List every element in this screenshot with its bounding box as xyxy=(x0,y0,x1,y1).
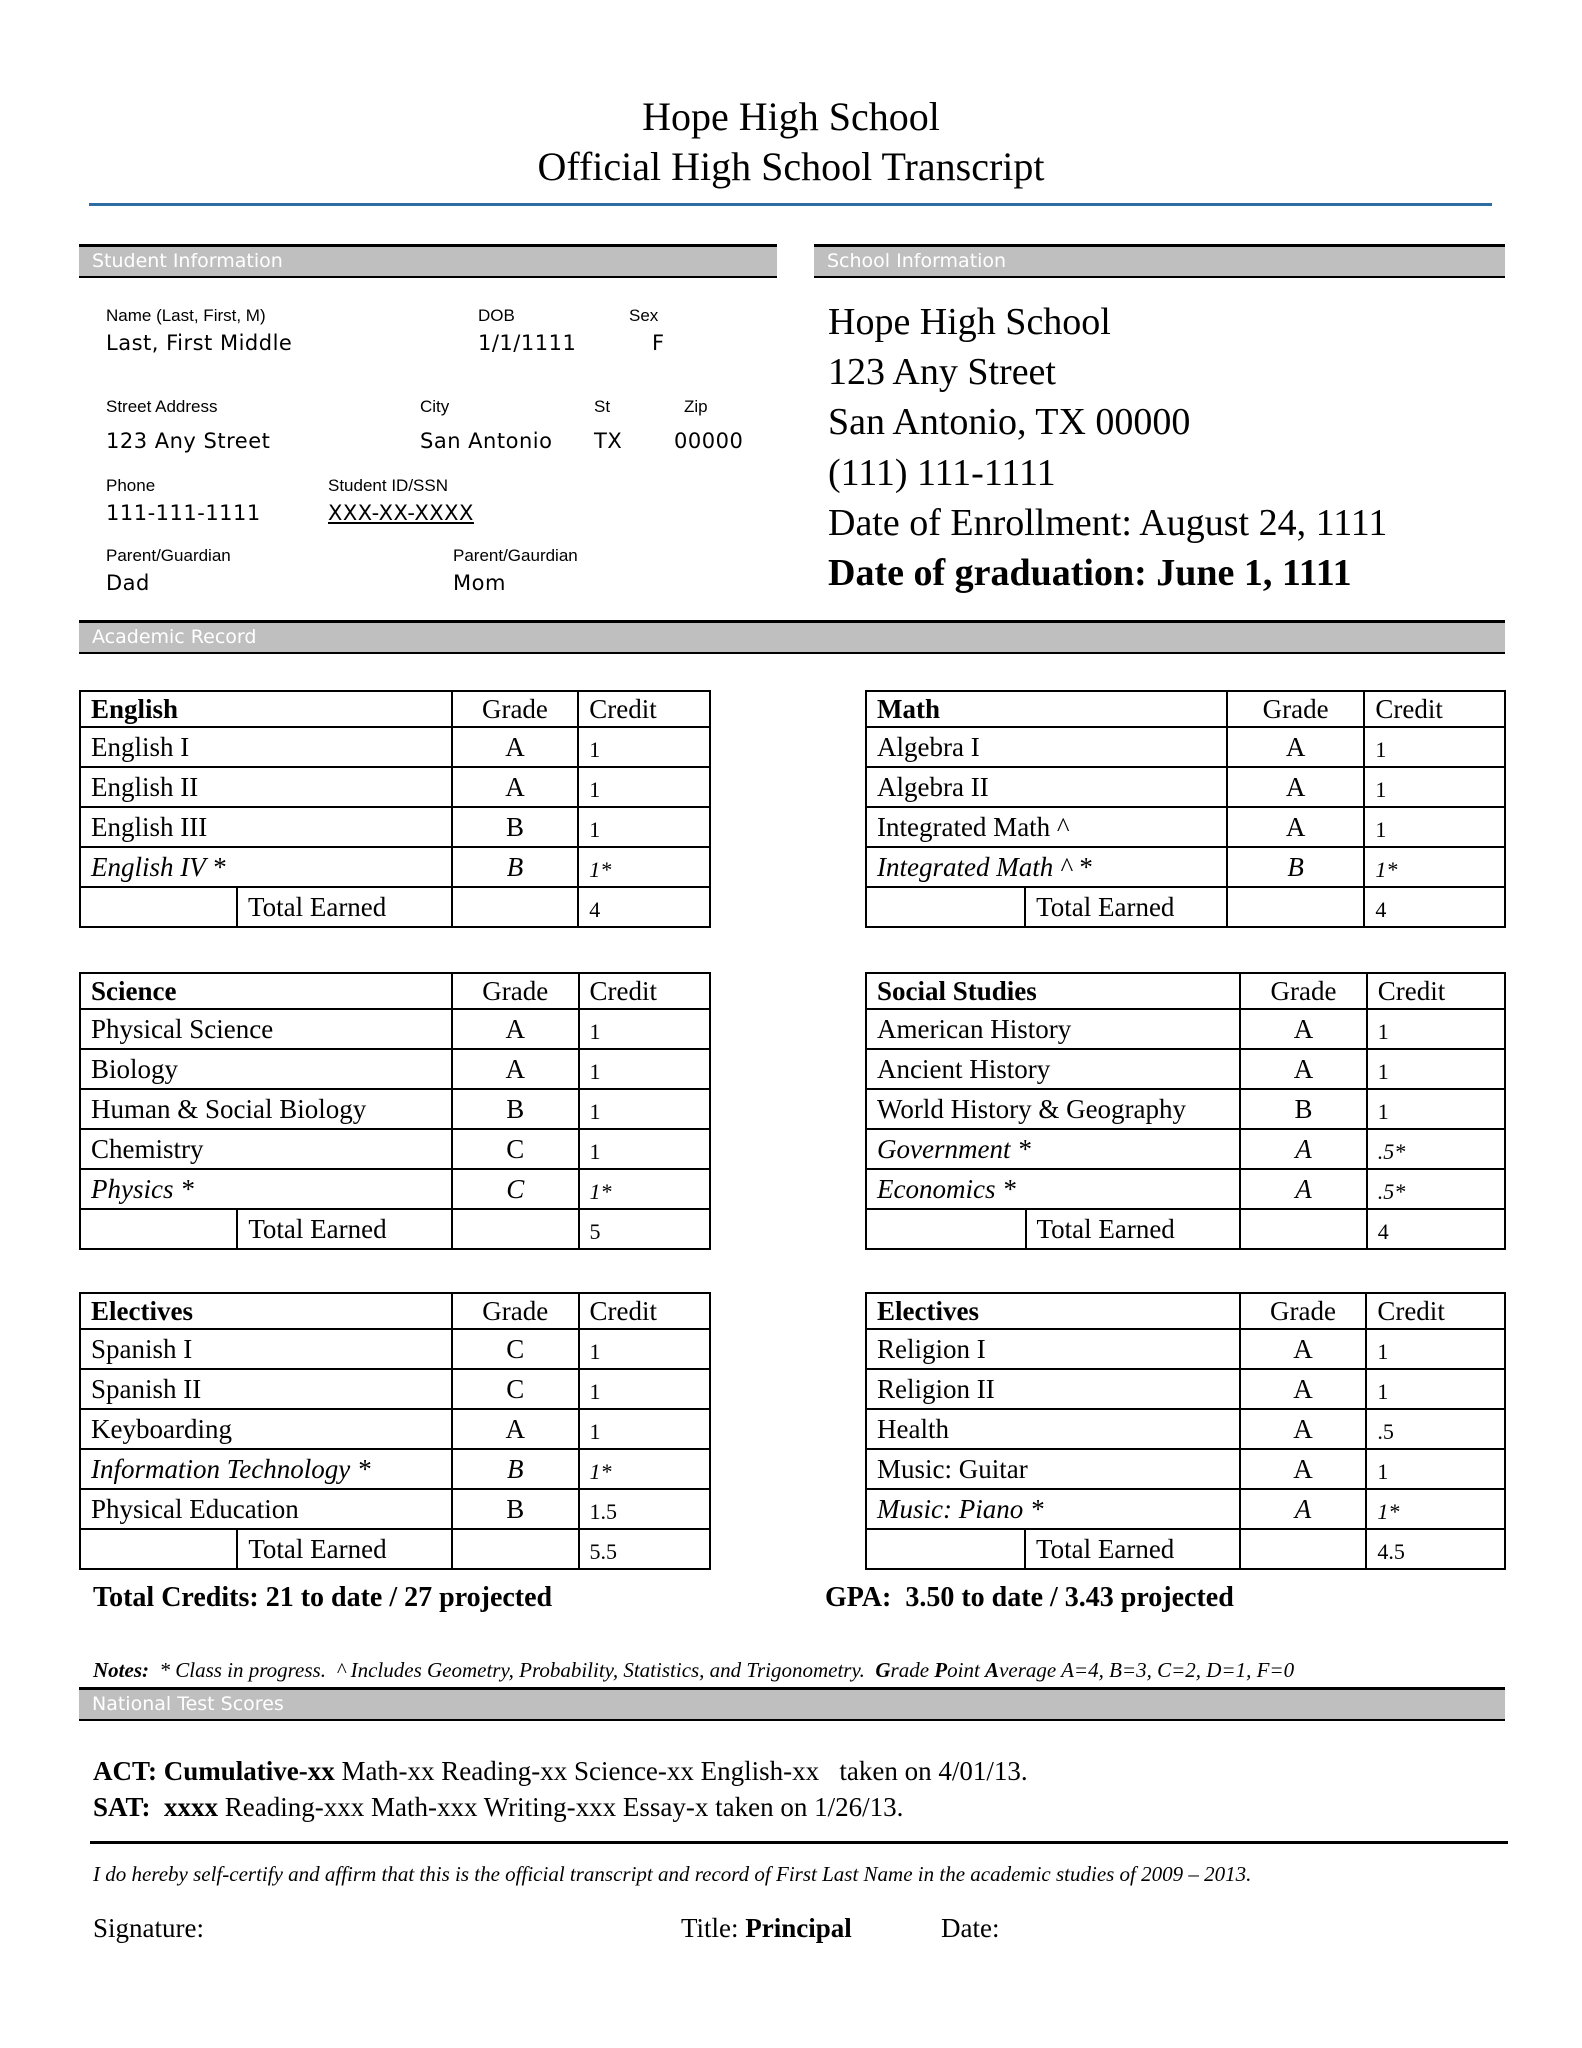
sat-scores xyxy=(93,1789,903,1825)
course-name: Integrated Math ^ xyxy=(866,807,1227,847)
grade-header: Grade xyxy=(452,691,579,727)
total-label: Total Earned xyxy=(1025,1529,1240,1569)
sat-total: xxxx xyxy=(164,1792,219,1822)
total-value: 4 xyxy=(1367,1209,1505,1249)
table-row xyxy=(80,1009,710,1049)
grade: B xyxy=(1240,1089,1366,1129)
gpa-text: oint xyxy=(947,1658,986,1682)
table-row xyxy=(866,1129,1505,1169)
table-row xyxy=(866,1009,1505,1049)
credit: 1 xyxy=(1366,1329,1505,1369)
course-name: Government * xyxy=(866,1129,1240,1169)
course-name: Biology xyxy=(80,1049,452,1089)
name-value: Last, First Middle xyxy=(106,331,293,355)
credit: 1 xyxy=(578,727,710,767)
parent2-value: Mom xyxy=(453,571,506,595)
table-row xyxy=(80,1049,710,1089)
table-row xyxy=(866,1409,1505,1449)
table-row xyxy=(80,1489,710,1529)
credit: 1* xyxy=(1364,847,1505,887)
total-row xyxy=(80,1209,710,1249)
date-field[interactable] xyxy=(941,1913,999,1944)
table-row xyxy=(80,1409,710,1449)
credit: 1 xyxy=(579,1329,710,1369)
grade: B xyxy=(452,1089,579,1129)
note-gpa-scale xyxy=(875,1658,1294,1682)
parent1-value: Dad xyxy=(106,571,150,595)
grade: A xyxy=(1240,1329,1367,1369)
credit: 1 xyxy=(1367,1089,1505,1129)
table-title: Science xyxy=(80,973,452,1009)
course-name: Economics * xyxy=(866,1169,1240,1209)
credit: 1 xyxy=(579,1369,710,1409)
total-row xyxy=(80,887,710,927)
credit-header: Credit xyxy=(1367,973,1505,1009)
credit: 1 xyxy=(1364,727,1505,767)
grade: B xyxy=(452,807,579,847)
credit: 1 xyxy=(1366,1449,1505,1489)
total-label: Total Earned xyxy=(237,887,452,927)
table-row xyxy=(80,1449,710,1489)
table-row xyxy=(866,727,1505,767)
enrollment-date: Date of Enrollment: August 24, 1111 xyxy=(828,502,1388,544)
table-row xyxy=(866,1169,1505,1209)
course-name: Integrated Math ^ * xyxy=(866,847,1227,887)
social-studies-table xyxy=(865,972,1506,1250)
credit: 1 xyxy=(579,1009,710,1049)
act-scores xyxy=(93,1753,1028,1789)
grade: A xyxy=(1227,807,1365,847)
academic-record-bar xyxy=(79,620,1505,654)
school-city-state-zip: San Antonio, TX 00000 xyxy=(828,401,1191,443)
grade: B xyxy=(452,1449,578,1489)
sex-label: Sex xyxy=(629,306,659,325)
credit: 1.5 xyxy=(579,1489,710,1529)
grade: A xyxy=(452,1009,579,1049)
state-value: TX xyxy=(594,429,623,453)
course-name: World History & Geography xyxy=(866,1089,1240,1129)
course-name: American History xyxy=(866,1009,1240,1049)
total-row xyxy=(866,1529,1505,1569)
grade: A xyxy=(1227,727,1365,767)
table-row xyxy=(866,767,1505,807)
grade-header: Grade xyxy=(452,1293,578,1329)
table-row xyxy=(80,807,710,847)
street-value: 123 Any Street xyxy=(106,429,271,453)
notes xyxy=(93,1658,1294,1683)
school-street: 123 Any Street xyxy=(828,351,1056,393)
signature-label: Signature: xyxy=(93,1913,204,1943)
credit: 1 xyxy=(579,1409,710,1449)
english-table xyxy=(79,690,711,928)
credit-header: Credit xyxy=(1364,691,1505,727)
city-label: City xyxy=(420,397,450,416)
gpa-to-date: 3.50 xyxy=(905,1582,955,1613)
parent1-label: Parent/Guardian xyxy=(106,546,231,565)
course-name: Information Technology * xyxy=(80,1449,452,1489)
math-table xyxy=(865,690,1506,928)
gpa-acronym-g: G xyxy=(875,1658,891,1682)
course-name: Chemistry xyxy=(80,1129,452,1169)
phone-label: Phone xyxy=(106,476,156,495)
total-row xyxy=(866,887,1505,927)
table-row xyxy=(866,847,1505,887)
city-value: San Antonio xyxy=(420,429,553,453)
state-label: St xyxy=(594,397,611,416)
total-value: 4.5 xyxy=(1366,1529,1505,1569)
table-row xyxy=(866,1049,1505,1089)
signature-field[interactable] xyxy=(93,1913,204,1944)
table-title: Electives xyxy=(80,1293,452,1329)
parent2-label: Parent/Gaurdian xyxy=(453,546,578,565)
total-row xyxy=(80,1529,710,1569)
credit: .5* xyxy=(1367,1129,1505,1169)
credit: .5* xyxy=(1367,1169,1505,1209)
table-row xyxy=(866,807,1505,847)
act-detail: Math-xx Reading-xx Science-xx English-xx taken on 4/01/13. xyxy=(341,1756,1028,1786)
grade: A xyxy=(1240,1489,1367,1529)
course-name: English I xyxy=(80,727,452,767)
certification-statement: I do hereby self-certify and affirm that this is the official transcript and record of First Last Name in the academic studies of 2009 – 2013. xyxy=(93,1862,1252,1886)
credit: 1 xyxy=(1367,1009,1505,1049)
note-caret: ^ Includes Geometry, Probability, Statistics, and Trigonometry. xyxy=(336,1658,865,1682)
notes-label: Notes: xyxy=(93,1658,149,1682)
table-title: English xyxy=(80,691,452,727)
section-title: Academic Record xyxy=(92,626,257,648)
gpa-separator: to date / xyxy=(961,1582,1058,1613)
course-name: Religion I xyxy=(866,1329,1240,1369)
gpa xyxy=(825,1582,1234,1614)
course-name: Human & Social Biology xyxy=(80,1089,452,1129)
table-title: Math xyxy=(866,691,1227,727)
table-row xyxy=(80,727,710,767)
grade: B xyxy=(452,847,579,887)
credit: 1* xyxy=(578,847,710,887)
credit: 1 xyxy=(1367,1049,1505,1089)
credit: 1 xyxy=(579,1129,710,1169)
title-field xyxy=(681,1913,852,1944)
credits-suffix: projected xyxy=(439,1582,553,1613)
grade: A xyxy=(1227,767,1365,807)
document-title: Official High School Transcript xyxy=(537,144,1045,189)
total-label: Total Earned xyxy=(1025,887,1227,927)
credit-header: Credit xyxy=(579,1293,710,1329)
gpa-acronym-a: A xyxy=(985,1658,1000,1682)
sat-detail: Reading-xxx Math-xxx Writing-xxx Essay-x taken on 1/26/13. xyxy=(224,1792,904,1822)
table-row xyxy=(866,1369,1505,1409)
sat-label: SAT: xyxy=(93,1792,151,1822)
grade: A xyxy=(1240,1009,1366,1049)
grade: A xyxy=(452,767,579,807)
credit-header: Credit xyxy=(1366,1293,1505,1329)
grade: A xyxy=(1240,1369,1367,1409)
section-title: Student Information xyxy=(92,250,283,272)
school-information-bar xyxy=(814,244,1505,278)
header-divider xyxy=(89,203,1492,206)
gpa-suffix: projected xyxy=(1120,1582,1234,1613)
table-row xyxy=(866,1089,1505,1129)
grade-header: Grade xyxy=(452,973,579,1009)
table-title: Social Studies xyxy=(866,973,1240,1009)
sex-value: F xyxy=(652,331,665,355)
course-name: Algebra II xyxy=(866,767,1227,807)
course-name: Religion II xyxy=(866,1369,1240,1409)
credit: 1 xyxy=(1364,767,1505,807)
credit: 1* xyxy=(1366,1489,1505,1529)
student-id-label: Student ID/SSN xyxy=(328,476,449,495)
course-name: Music: Guitar xyxy=(866,1449,1240,1489)
credit: 1 xyxy=(578,767,710,807)
course-name: Physics * xyxy=(80,1169,452,1209)
grade: C xyxy=(452,1129,579,1169)
zip-value: 00000 xyxy=(674,429,744,453)
course-name: Spanish II xyxy=(80,1369,452,1409)
table-row xyxy=(866,1489,1505,1529)
title-label: Title: xyxy=(681,1913,739,1943)
course-name: Keyboarding xyxy=(80,1409,452,1449)
school-phone: (111) 111-1111 xyxy=(828,452,1056,494)
school-name-heading: Hope High School xyxy=(642,94,940,139)
credits-projected: 27 xyxy=(404,1582,433,1613)
electives-table-1 xyxy=(79,1292,711,1570)
total-value: 5 xyxy=(579,1209,710,1249)
course-name: Health xyxy=(866,1409,1240,1449)
grade: A xyxy=(452,1409,578,1449)
national-test-scores-bar xyxy=(79,1687,1505,1721)
grade-header: Grade xyxy=(1240,1293,1367,1329)
student-id-value: XXX-XX-XXXX xyxy=(328,501,474,525)
total-label: Total Earned xyxy=(1026,1209,1241,1249)
credits-to-date: 21 xyxy=(265,1582,294,1613)
student-information-bar xyxy=(79,244,777,278)
total-value: 5.5 xyxy=(579,1529,710,1569)
credit: 1 xyxy=(578,807,710,847)
grade: A xyxy=(1240,1129,1366,1169)
phone-value: 111-111-1111 xyxy=(106,501,261,525)
dob-label: DOB xyxy=(478,306,515,325)
table-row xyxy=(866,1329,1505,1369)
table-title: Electives xyxy=(866,1293,1240,1329)
course-name: English IV * xyxy=(80,847,452,887)
gpa-acronym-p: P xyxy=(934,1658,948,1682)
credit: 1* xyxy=(579,1449,710,1489)
section-title: School Information xyxy=(827,250,1007,272)
total-row xyxy=(866,1209,1505,1249)
dob-value: 1/1/1111 xyxy=(478,331,577,355)
note-in-progress: * Class in progress. xyxy=(159,1658,326,1682)
total-value: 4 xyxy=(578,887,710,927)
course-name: Music: Piano * xyxy=(866,1489,1240,1529)
course-name: Ancient History xyxy=(866,1049,1240,1089)
credit: 1 xyxy=(1364,807,1505,847)
total-credits-label: Total Credits: xyxy=(93,1582,259,1613)
table-row xyxy=(80,1329,710,1369)
credit: 1 xyxy=(579,1049,710,1089)
grade-header: Grade xyxy=(1240,973,1366,1009)
grade: C xyxy=(452,1369,578,1409)
table-row xyxy=(80,1169,710,1209)
total-label: Total Earned xyxy=(237,1529,452,1569)
act-cumulative: Cumulative-xx xyxy=(163,1756,335,1786)
electives-table-2 xyxy=(865,1292,1506,1570)
credit: 1* xyxy=(579,1169,710,1209)
grade: C xyxy=(452,1329,578,1369)
grade: B xyxy=(452,1489,578,1529)
zip-label: Zip xyxy=(684,397,708,416)
grade: C xyxy=(452,1169,579,1209)
total-label: Total Earned xyxy=(237,1209,452,1249)
grade: A xyxy=(1240,1169,1366,1209)
table-row xyxy=(80,847,710,887)
act-label: ACT: xyxy=(93,1756,157,1786)
credit: 1 xyxy=(1366,1369,1505,1409)
certification-divider xyxy=(90,1841,1508,1844)
total-value: 4 xyxy=(1364,887,1505,927)
grade-header: Grade xyxy=(1227,691,1365,727)
grade: A xyxy=(1240,1409,1367,1449)
credit: .5 xyxy=(1366,1409,1505,1449)
gpa-text: verage A=4, B=3, C=2, D=1, F=0 xyxy=(999,1658,1295,1682)
grade: A xyxy=(452,727,579,767)
credits-separator: to date / xyxy=(300,1582,398,1613)
graduation-date: Date of graduation: June 1, 1111 xyxy=(828,552,1352,594)
grade: B xyxy=(1227,847,1365,887)
course-name: Algebra I xyxy=(866,727,1227,767)
table-row xyxy=(80,767,710,807)
title-value: Principal xyxy=(745,1913,852,1943)
section-title: National Test Scores xyxy=(92,1693,284,1715)
science-table xyxy=(79,972,711,1250)
gpa-text: rade xyxy=(890,1658,935,1682)
course-name: English III xyxy=(80,807,452,847)
course-name: Physical Science xyxy=(80,1009,452,1049)
school-name: Hope High School xyxy=(828,301,1111,343)
credit-header: Credit xyxy=(578,691,710,727)
grade: A xyxy=(452,1049,579,1089)
credit: 1 xyxy=(579,1089,710,1129)
street-label: Street Address xyxy=(106,397,218,416)
date-label: Date: xyxy=(941,1913,1000,1943)
table-row xyxy=(80,1089,710,1129)
total-credits xyxy=(93,1582,552,1614)
course-name: Physical Education xyxy=(80,1489,452,1529)
table-row xyxy=(80,1369,710,1409)
course-name: Spanish I xyxy=(80,1329,452,1369)
grade: A xyxy=(1240,1449,1367,1489)
credit-header: Credit xyxy=(579,973,710,1009)
gpa-projected: 3.43 xyxy=(1064,1582,1114,1613)
grade: A xyxy=(1240,1049,1366,1089)
gpa-label: GPA: xyxy=(825,1582,892,1613)
name-label: Name (Last, First, M) xyxy=(106,306,266,325)
table-row xyxy=(866,1449,1505,1489)
table-row xyxy=(80,1129,710,1169)
course-name: English II xyxy=(80,767,452,807)
